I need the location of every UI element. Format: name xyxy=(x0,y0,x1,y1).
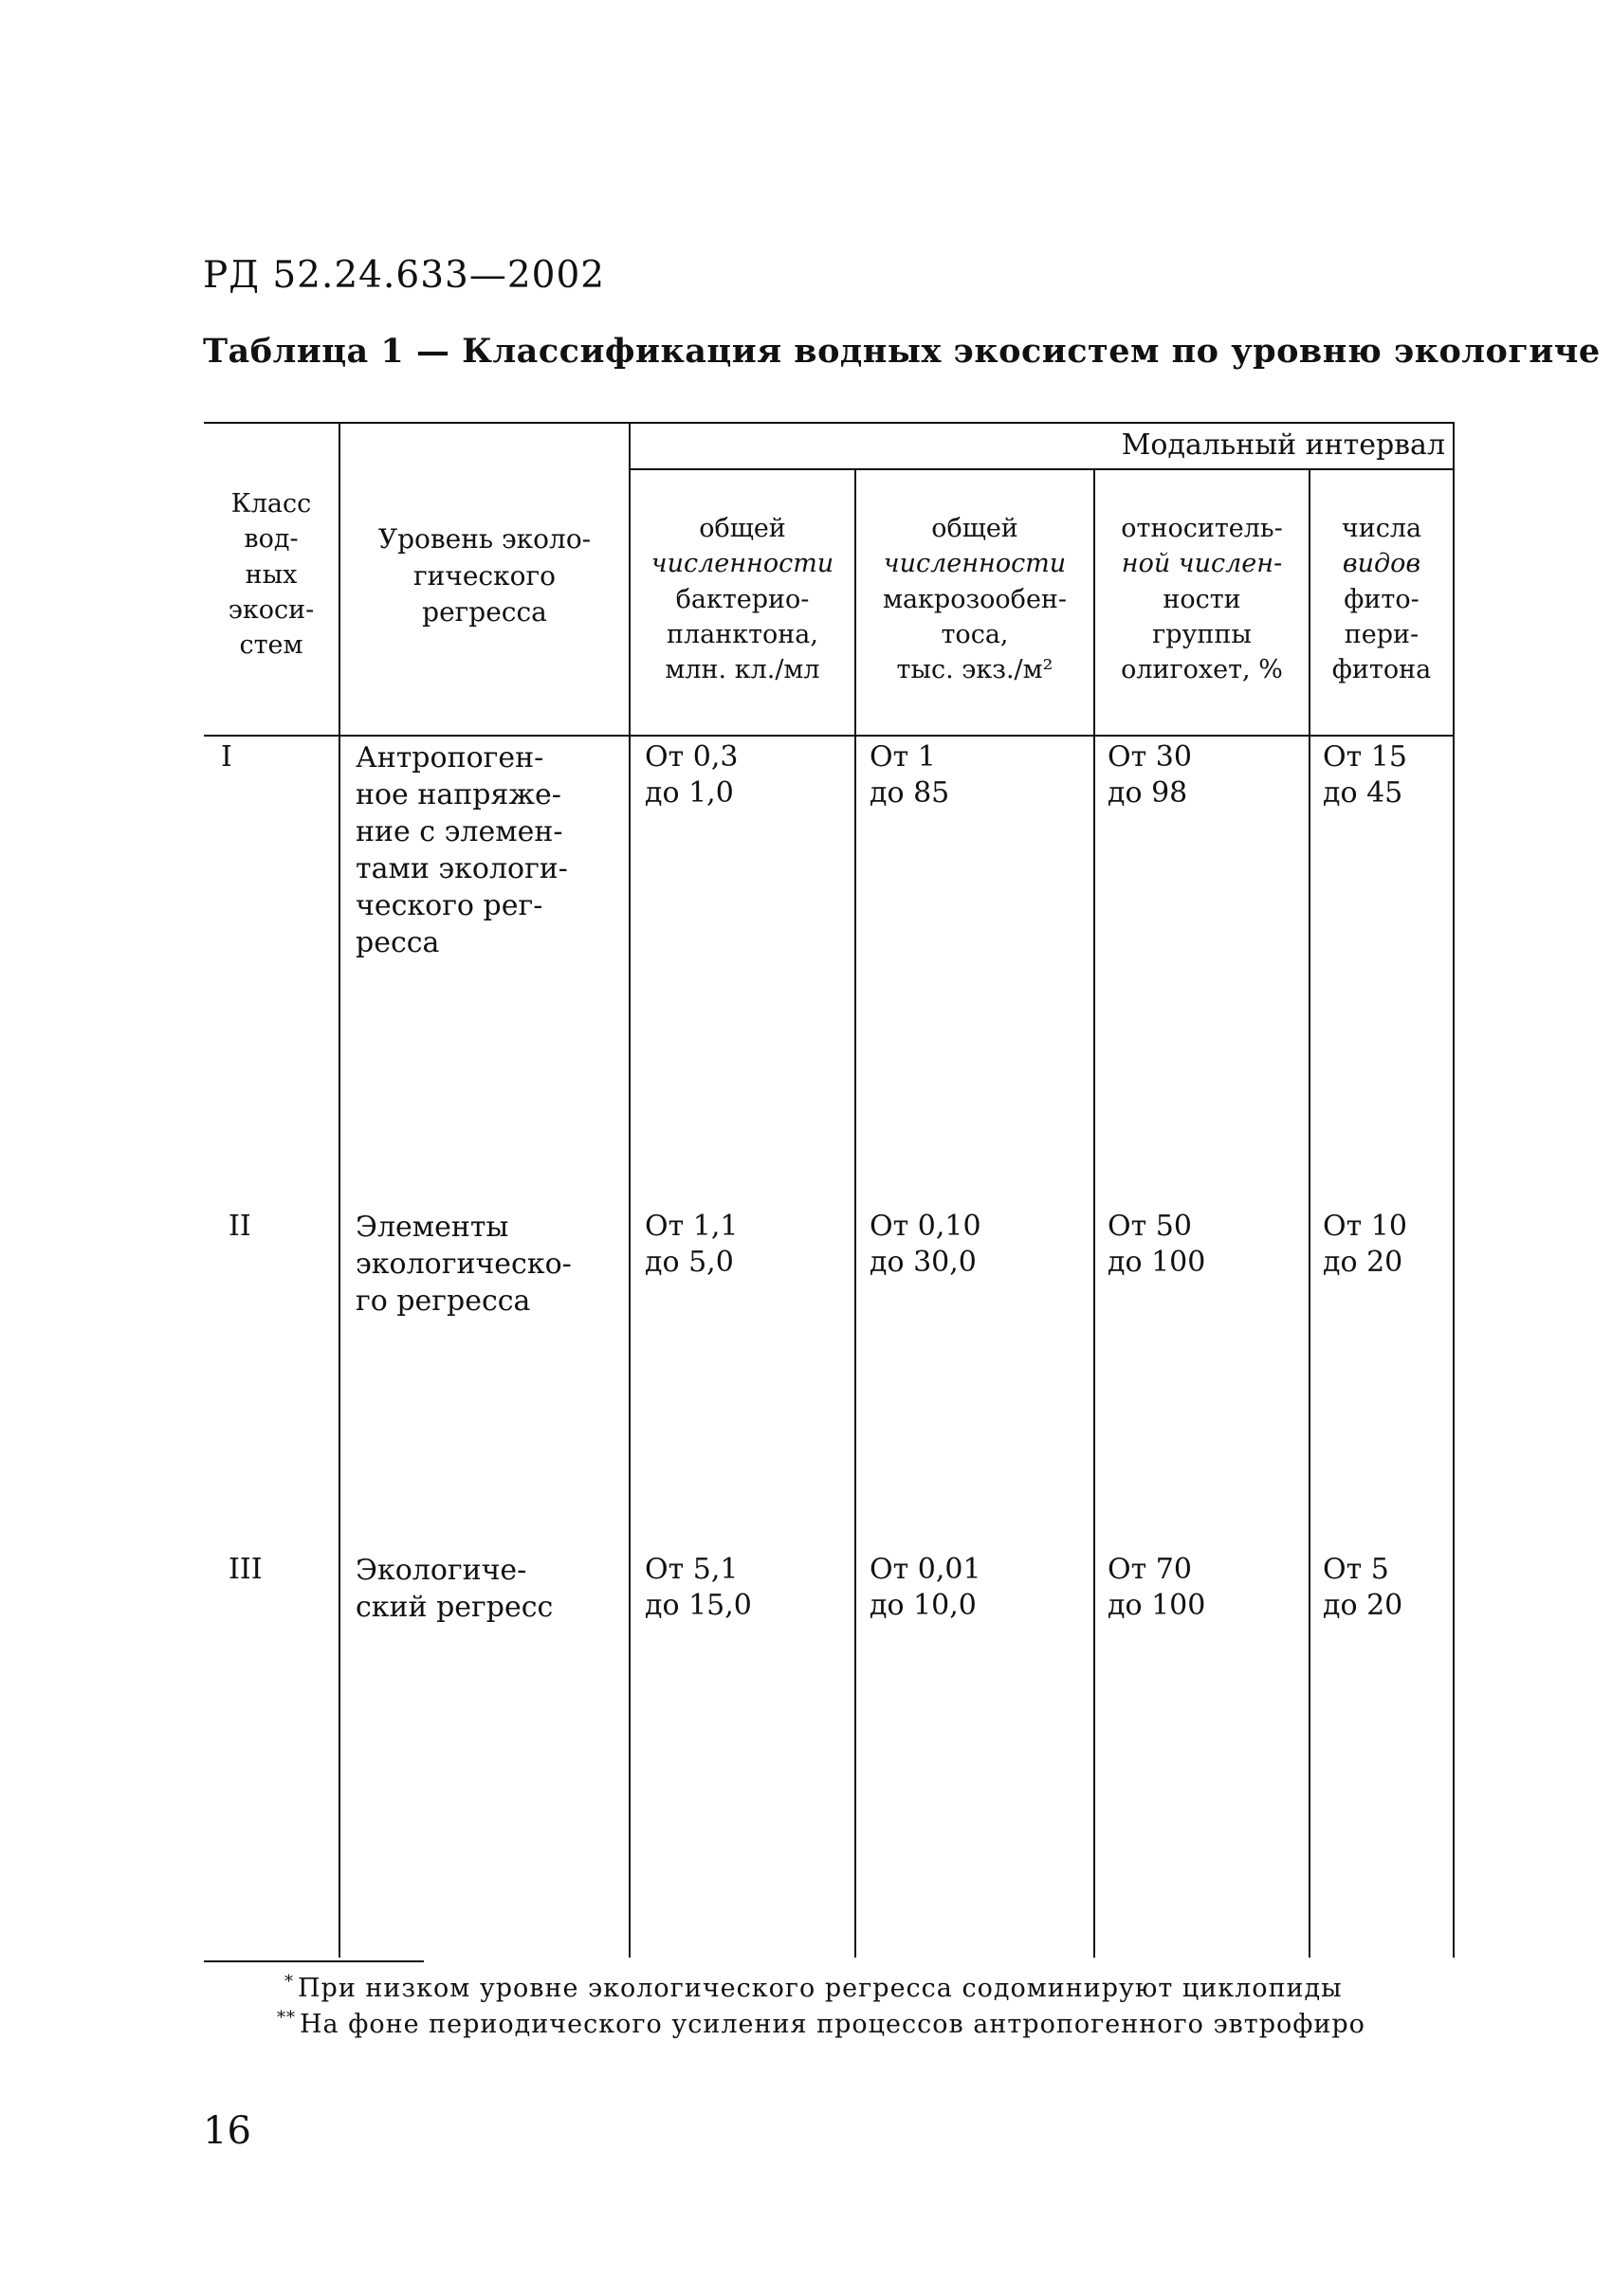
cell-line: макрозообен- xyxy=(882,584,1068,614)
cell-line: От 5 xyxy=(1323,1553,1389,1586)
cell-line: до 15,0 xyxy=(645,1588,752,1622)
footnote-1 xyxy=(284,1972,1343,2003)
cell-line: до 85 xyxy=(870,775,950,810)
cell-line: Класс xyxy=(230,489,312,519)
cell-line: ресса xyxy=(356,926,440,959)
cell-line: числа xyxy=(1341,514,1422,543)
row-macro-value xyxy=(870,1209,981,1280)
cell-line: ной числен- xyxy=(1121,549,1283,579)
cell-line: видов xyxy=(1342,549,1421,579)
header-phytoperiphyton xyxy=(1310,511,1453,687)
row-oligo-value xyxy=(1108,1552,1205,1623)
cell-line: ных xyxy=(245,559,298,590)
column-divider xyxy=(339,422,340,1958)
group-header-rule xyxy=(629,468,1455,470)
footnote-2 xyxy=(277,2008,1365,2039)
page-number: 16 xyxy=(203,2109,251,2153)
cell-line: Уровень эколо- xyxy=(377,523,592,555)
row-bacterio-value xyxy=(645,1209,738,1280)
cell-line: общей xyxy=(931,514,1018,543)
cell-line: Элементы xyxy=(356,1211,509,1244)
cell-line: гического xyxy=(413,559,556,592)
row-bacterio-value xyxy=(645,739,738,811)
cell-line: ческого рег- xyxy=(356,889,543,922)
row-macro-value xyxy=(870,739,949,811)
cell-line: Антропоген- xyxy=(356,741,544,774)
row-oligo-value xyxy=(1108,739,1192,811)
row-level xyxy=(356,1209,572,1320)
row-species-value xyxy=(1323,1209,1407,1280)
cell-line: го регресса xyxy=(356,1285,531,1318)
cell-line: Экологиче- xyxy=(356,1554,527,1587)
row-class: II xyxy=(229,1210,251,1243)
header-macrozoobenthos xyxy=(856,511,1093,687)
cell-line: до 100 xyxy=(1108,1588,1206,1622)
cell-line: От 10 xyxy=(1323,1210,1407,1243)
cell-line: От 0,3 xyxy=(645,740,739,774)
cell-line: до 20 xyxy=(1323,1588,1403,1622)
cell-line: От 30 xyxy=(1108,740,1192,774)
classification-table xyxy=(204,422,1455,1958)
row-oligo-value xyxy=(1108,1209,1205,1280)
cell-line: ное напряже- xyxy=(356,778,561,811)
cell-line: относитель- xyxy=(1121,514,1283,543)
cell-line: до 30,0 xyxy=(870,1245,977,1279)
cell-line: до 5,0 xyxy=(645,1245,734,1279)
header-class xyxy=(204,486,339,663)
footnote-mark: * xyxy=(284,1972,294,1992)
cell-line: фитона xyxy=(1331,655,1432,684)
cell-line: планктона, xyxy=(667,619,818,649)
cell-line: пери- xyxy=(1344,619,1420,649)
footnote-text: При низком уровне экологического регресса содоминируют циклопиды xyxy=(298,1974,1343,2003)
cell-line: до 45 xyxy=(1323,775,1403,810)
cell-line: группы xyxy=(1152,619,1252,649)
column-divider xyxy=(1093,468,1095,1958)
cell-line: От 70 xyxy=(1108,1553,1192,1586)
cell-line: фито- xyxy=(1344,584,1420,614)
cell-line: стем xyxy=(239,630,303,660)
table-title: Таблица 1 — Классификация водных экосистем по уровню экологиче xyxy=(203,332,1601,371)
header-bacterioplankton xyxy=(631,511,854,687)
cell-line: до 98 xyxy=(1108,775,1188,810)
header-bottom-rule xyxy=(204,735,1455,737)
cell-line: ский регресс xyxy=(356,1591,554,1624)
cell-line: численности xyxy=(883,549,1067,579)
cell-line: От 5,1 xyxy=(645,1553,739,1586)
footnote-text: На фоне периодического усиления процессов антропогенного эвтрофиро xyxy=(300,2010,1365,2039)
column-divider xyxy=(1309,468,1310,1958)
row-macro-value xyxy=(870,1552,981,1623)
cell-line: От 0,01 xyxy=(870,1553,981,1586)
cell-line: млн. кл./мл xyxy=(665,655,820,684)
footnote-mark: ** xyxy=(277,2008,296,2028)
cell-line: тами экологи- xyxy=(356,852,568,885)
cell-line: ности xyxy=(1163,584,1241,614)
row-bacterio-value xyxy=(645,1552,752,1623)
cell-line: численности xyxy=(650,549,834,579)
cell-line: до 20 xyxy=(1323,1245,1403,1279)
row-class: III xyxy=(229,1553,263,1586)
row-level xyxy=(356,739,568,961)
cell-line: экологическо- xyxy=(356,1248,572,1281)
cell-line: От 1 xyxy=(870,740,936,774)
cell-line: до 1,0 xyxy=(645,775,734,810)
cell-line: От 50 xyxy=(1108,1210,1192,1243)
cell-line: тыс. экз./м² xyxy=(896,655,1053,684)
document-code: РД 52.24.633—2002 xyxy=(203,254,606,297)
footnote-rule xyxy=(204,1960,424,1962)
cell-line: до 100 xyxy=(1108,1245,1206,1279)
group-header-modal-interval: Модальный интервал xyxy=(1121,428,1445,462)
row-species-value xyxy=(1323,1552,1402,1623)
table-right-border xyxy=(1453,422,1455,1958)
cell-line: От 15 xyxy=(1323,740,1407,774)
cell-line: до 10,0 xyxy=(870,1588,977,1622)
cell-line: регресса xyxy=(422,596,547,629)
header-oligochaetes xyxy=(1095,511,1309,687)
table-top-rule xyxy=(204,422,1455,424)
cell-line: тоса, xyxy=(941,619,1009,649)
cell-line: бактерио- xyxy=(675,584,810,614)
header-level xyxy=(340,521,629,631)
cell-line: ние с элемен- xyxy=(356,815,563,848)
row-level xyxy=(356,1552,553,1626)
cell-line: вод- xyxy=(244,524,299,555)
cell-line: олигохет, % xyxy=(1121,655,1283,684)
cell-line: экоси- xyxy=(228,594,315,625)
column-divider xyxy=(854,468,856,1958)
cell-line: общей xyxy=(699,514,786,543)
cell-line: От 1,1 xyxy=(645,1210,739,1243)
row-class: I xyxy=(221,740,232,774)
row-species-value xyxy=(1323,739,1407,811)
cell-line: От 0,10 xyxy=(870,1210,981,1243)
